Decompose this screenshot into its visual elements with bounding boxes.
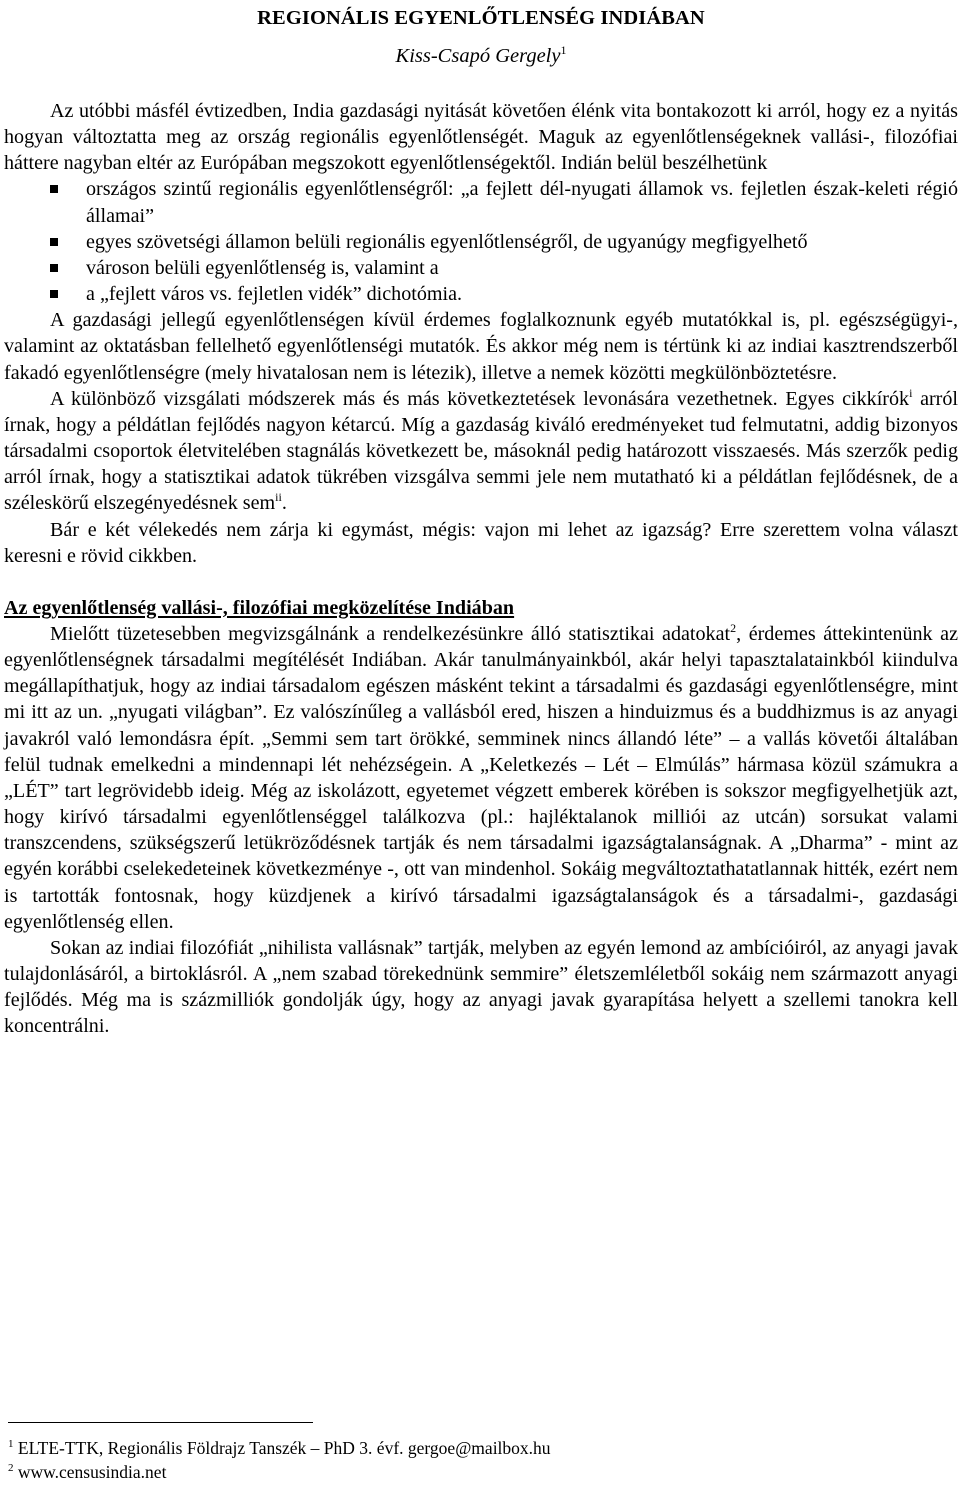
bullet-list — [4, 176, 958, 307]
square-bullet-icon — [50, 185, 58, 193]
bullet-item — [4, 281, 958, 307]
section-heading: Az egyenlőtlenség vallási-, filozófiai megközelítése Indiában — [4, 596, 515, 619]
intro-paragraph-1: Az utóbbi másfél évtizedben, India gazdasági nyitását követően élénk vita bontakozott ki arról, hogy ez a nyitás hogyan változtatta meg az ország regionális egyenlőtlenségét. Maguk az egyenlőtlenségeknek vallási-, filozófiai háttere nagyban eltér az Európában megszokott egyenlőtlenségektől. Indián belül beszélhetünk — [4, 100, 958, 175]
footnote-separator — [8, 1422, 313, 1423]
endnote-marker-i[interactable]: i — [909, 385, 913, 400]
footnote-text: ELTE-TTK, Regionális Földrajz Tanszék – PhD 3. évf. gergoe@mailbox.hu — [17, 1438, 551, 1458]
section-paragraph-2: Sokan az indiai filozófiát „nihilista vallásnak” tartják, melyben az egyén lemond az ambícióiról, az anyagi javak tulajdonlásáról, a birtoklásról. A „nem szabad törekednünk semmire” életszemléletből sokáig nem származott anyagi fejlődés. Még ma is százmilliók gondolják úgy, hogy az anyagi javak gyarapítása helyett a szellemi tanokra kell koncentrálni. — [4, 936, 958, 1038]
intro-paragraph-2: A gazdasági jellegű egyenlőtlenségen kívül érdemes foglalkoznunk egyéb mutatókkal is, pl. egészségügyi-, valamint az oktatásban fellelhető egyenlőtlenségi mutatók. És akkor még nem is tértünk ki az indiai kasztrendszerből fakadó egyenlőtlenségre (mely hivatalosan nem is létezik), illetve a nemek közötti megkülönböztetésre. — [4, 309, 958, 384]
section-spacer — [4, 569, 958, 595]
bullet-text: egyes szövetségi államon belüli regionális egyenlőtlenségről, de ugyanúgy megfigyelhető — [86, 230, 808, 253]
paragraph-text: A különböző vizsgálati módszerek más és más következtetések levonására vezethetnek. Egyes cikkírók — [50, 387, 910, 410]
square-bullet-icon — [50, 264, 58, 272]
square-bullet-icon — [50, 290, 58, 298]
section-paragraph-1 — [4, 621, 958, 935]
footnote-number: 1 — [8, 1438, 14, 1450]
footnote-text[interactable]: www.censusindia.net — [17, 1462, 167, 1482]
paragraph-text: arról írnak, hogy a példátlan fejlődés nagyon kétarcú. Míg a gazdaság kiváló eredményeket tud felmutatni, addig bizonyos társadalmi csoportok életvitelében stagnálás következett be, másoknál pedig határozott visszaesés. Más szerzők pedig arról írnak, hogy a statisztikai adatok tükrében vizsgálva semmi jele nem mutatható ki a példátlan fejlődésnek, de a széleskörű elszegényedésnek sem — [4, 387, 958, 515]
paragraph-text: Mielőtt tüzetesebben megvizsgálnánk a rendelkezésünkre álló statisztikai adatokat — [50, 622, 731, 645]
footnote-marker-2[interactable]: 2 — [730, 620, 737, 635]
document-body — [4, 98, 958, 1039]
bullet-item — [4, 255, 958, 281]
bullet-text: országos szintű regionális egyenlőtlenségről: „a fejlett dél-nyugati államok vs. fejletlen észak-keleti régió államai” — [86, 178, 958, 227]
bullet-text: a „fejlett város vs. fejletlen vidék” dichotómia. — [86, 283, 463, 306]
bullet-item — [4, 176, 958, 228]
bullet-text: városon belüli egyenlőtlenség is, valamint a — [86, 256, 439, 279]
intro-paragraph-4: Bár e két vélekedés nem zárja ki egymást, mégis: vajon mi lehet az igazság? Erre szerettem volna választ keresni e rövid cikkben. — [4, 518, 958, 567]
author-footnote-marker[interactable]: 1 — [560, 43, 567, 57]
footnote-2 — [8, 1462, 948, 1482]
square-bullet-icon — [50, 238, 58, 246]
document-title: REGIONÁLIS EGYENLŐTLENSÉG INDIÁBAN — [257, 7, 705, 29]
paragraph-text: . — [281, 492, 287, 515]
author-name: Kiss-Csapó Gergely — [395, 45, 561, 67]
author-line — [4, 44, 958, 68]
footnote-number: 2 — [8, 1462, 14, 1474]
intro-paragraph-3 — [4, 386, 958, 517]
paragraph-text: , érdemes áttekintenünk az egyenlőtlenségnek társadalmi megítélését Indiában. Akár tanulmányainkból, akár helyi tapasztalatainkból kiindulva megállapíthatjuk, hogy az indiai társadalom egészen másként tekint a társadalmi és gazdasági egyenlőtlenségre, mint mi itt az un. „nyugati világban”. Ez valószínűleg a vallásból ered, hiszen a hinduizmus és a buddhizmus is az anyagi javakról való lemondásra épít. „Semmi sem tart örökké, semminek nincs állandó léte” – a vallás követői általában felül tudnak emelkedni a mindennapi lét nehézségein. A „Keletkezés – Lét – Elmúlás” hármasa közül számukra a „LÉT” tart legrövidebb ideig. Még az iskolázott, egyetemet végzett emberek körében is sokszor megfigyelhetjük azt, hogy kirívó társadalmi egyenlőtlenséggel találkozva (pl.: hajléktalanok milliói az utcán) sorsukat valami transzcendens, szükségszerű letükröződésnek tartják és nem társadalmi igazságtalanságnak. A „Dharma” - mint az egyén korábbi cselekedeteinek következménye -, ott van mindenhol. Sokáig megváltoztathatatlannak hitték, ezért nem is tartották fontosnak, hogy küzdjenek a kirívó társadalmi igazságtalanságok és a társadalmi-, gazdasági egyenlőtlenség ellen. — [4, 622, 958, 933]
footnote-1 — [8, 1438, 948, 1458]
endnote-marker-ii[interactable]: ii — [275, 490, 282, 505]
bullet-item — [4, 229, 958, 255]
